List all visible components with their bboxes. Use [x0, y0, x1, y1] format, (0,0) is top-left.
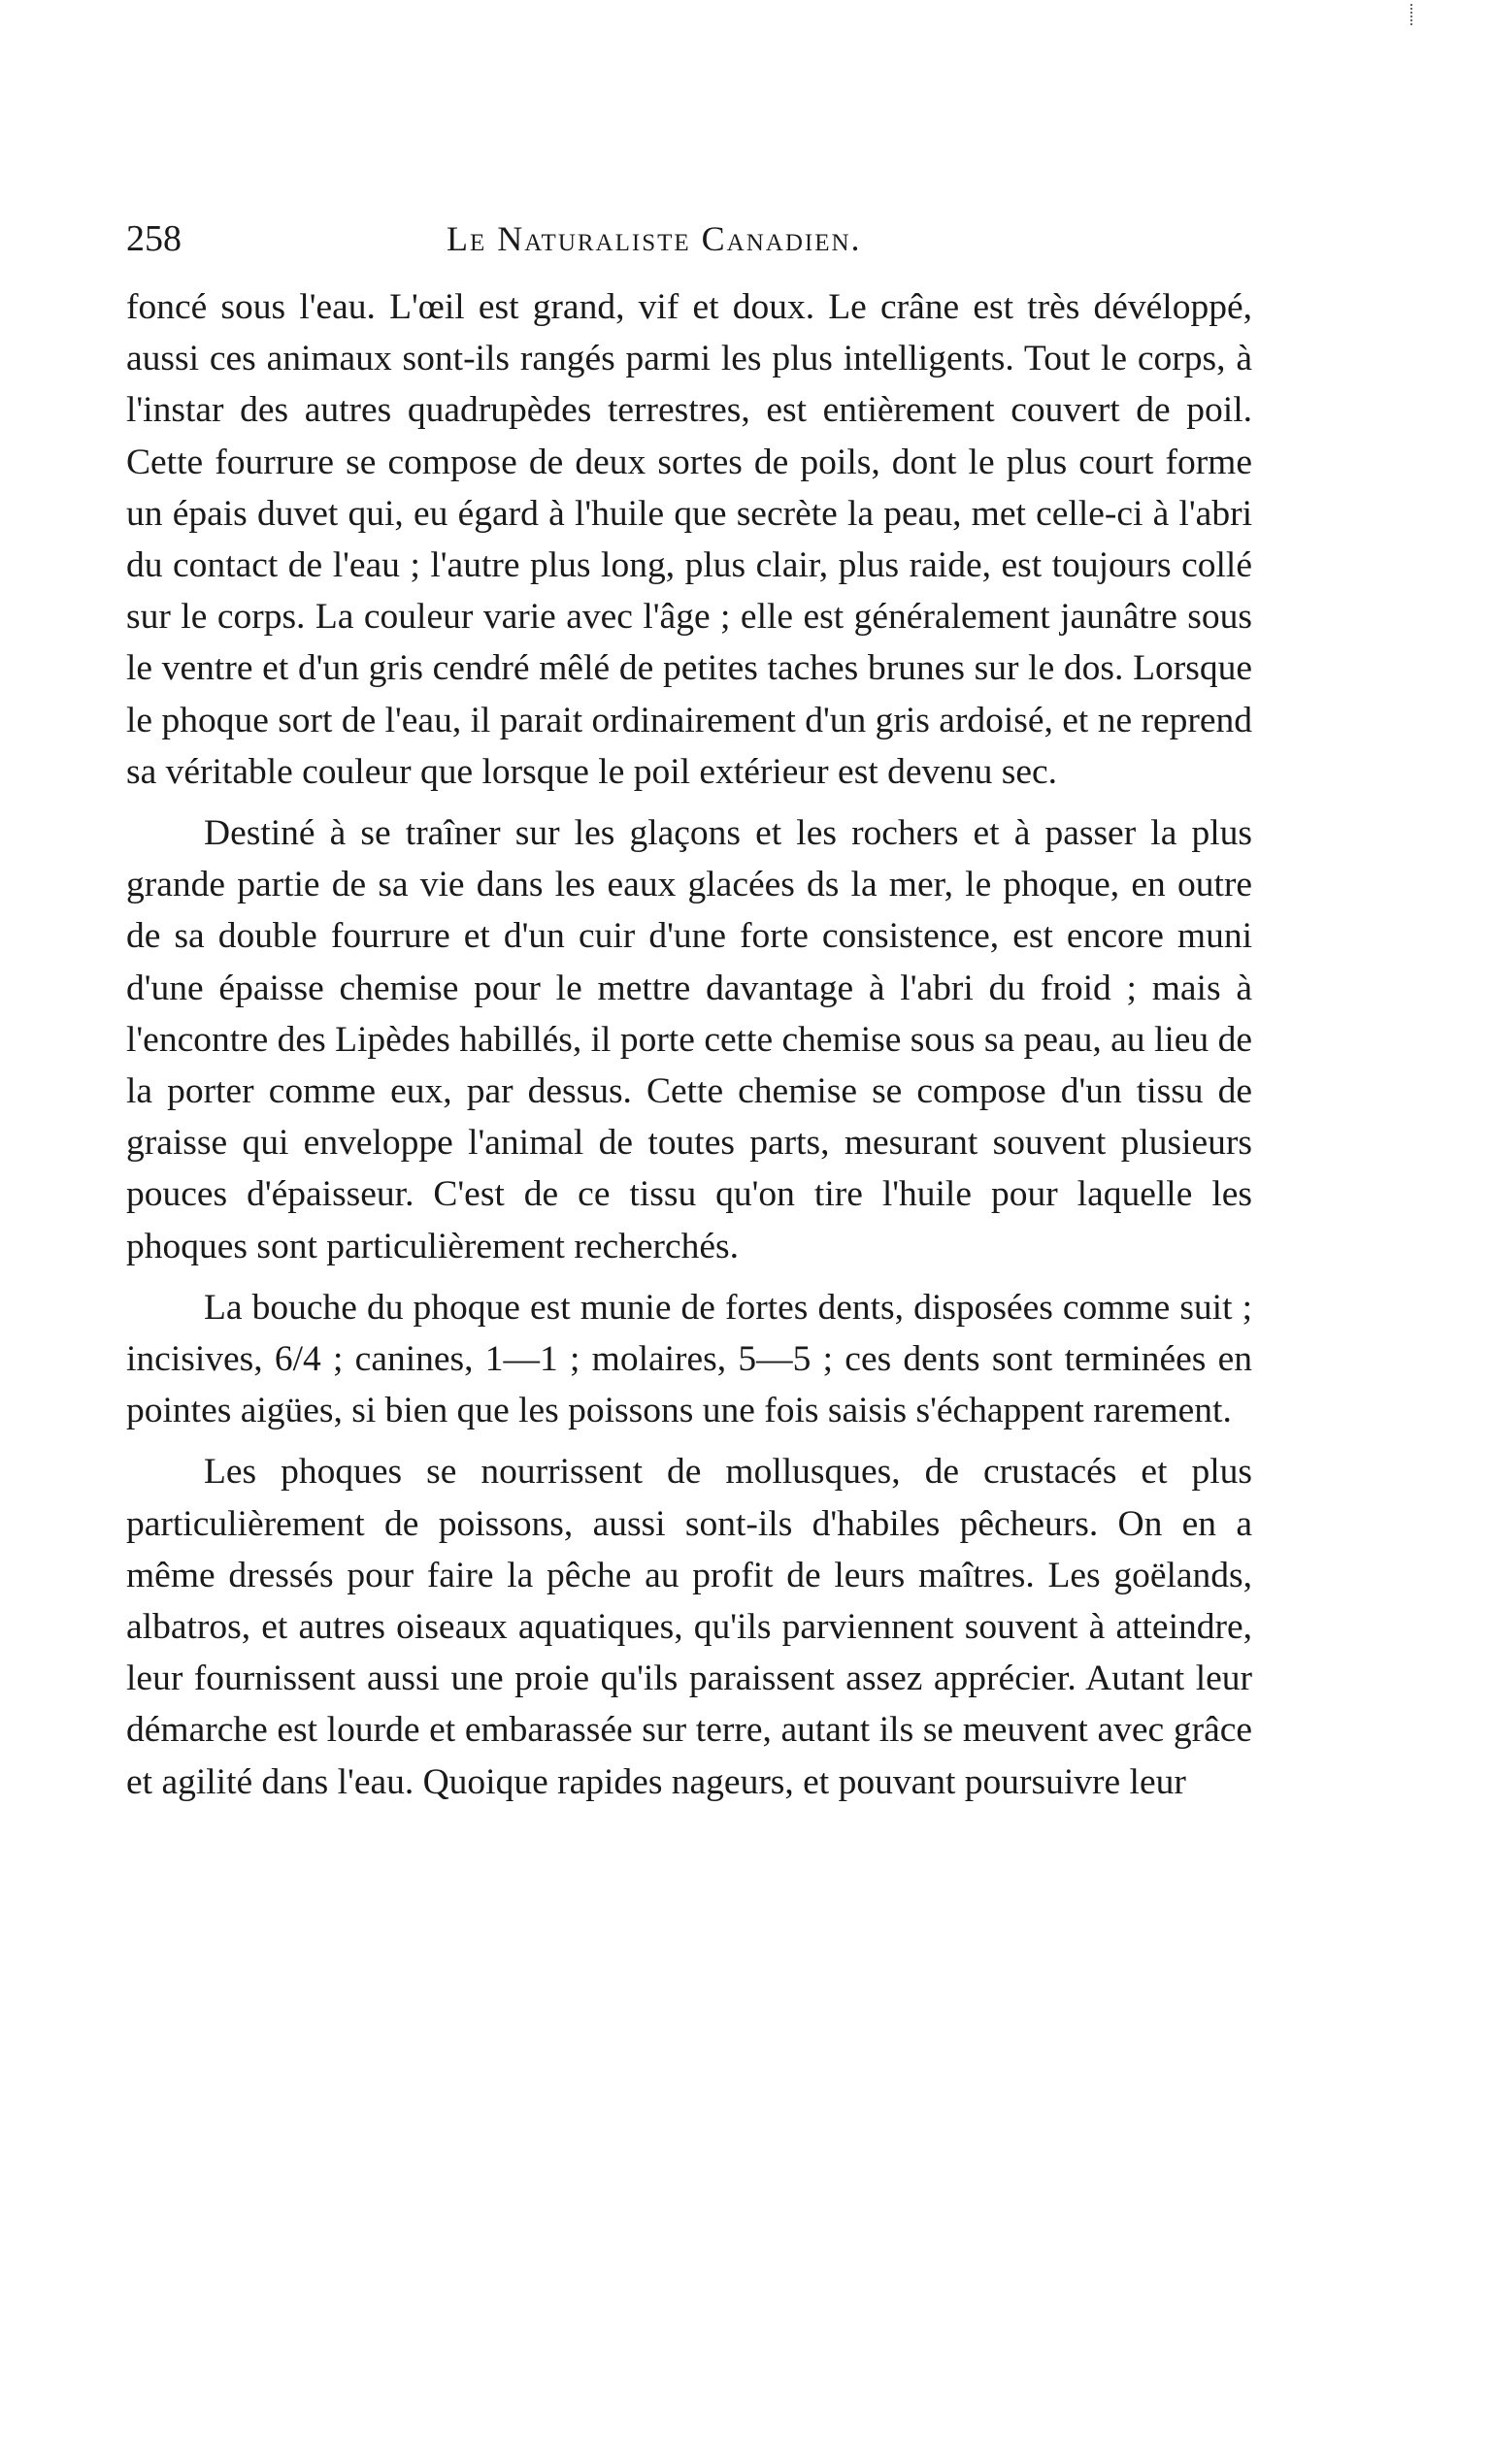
paragraph: La bouche du phoque est munie de fortes dents, disposées comme suit ; incisives, 6/4 ; canines, 1—1 ; molaires, 5—5 ; ces dents sont terminées en pointes aigües, si bien que les poissons une fois saisis s'échappent rarement. [126, 1287, 1252, 1431]
paragraph: Destiné à se traîner sur les glaçons et les rochers et à passer la plus grande partie de sa vie dans les eaux glacées ds la mer, le phoque, en outre de sa double fourrure et d'un cuir d'une forte consistence, est encore muni d'une épaisse chemise pour le mettre davantage à l'abri du froid ; mais à l'encontre des Lipèdes habillés, il porte cette chemise sous sa peau, au lieu de la porter comme eux, par dessus. Cette chemise se compose d'un tissu de graisse qui enveloppe l'animal de toutes parts, mesurant souvent plusieurs pouces d'épaisseur. C'est de ce tissu qu'on tire l'huile pour laquelle les phoques sont particulièrement recherchés. [126, 813, 1252, 1266]
body-text [126, 281, 1252, 1818]
page-number: 258 [126, 218, 182, 259]
page-header [126, 212, 1252, 266]
margin-mark [1410, 4, 1415, 25]
paragraph: Les phoques se nourrissent de mollusques, de crustacés et plus particulièrement de poissons, aussi sont-ils d'habiles pêcheurs. On en a même dressés pour faire la pêche au profit de leurs maîtres. Les goëlands, albatros, et autres oiseaux aquatiques, qu'ils parviennent souvent à atteindre, leur fournissent aussi une proie qu'ils paraissent assez apprécier. Autant leur démarche est lourde et embarassée sur terre, autant ils se meuvent avec grâce et agilité dans l'eau. Quoique rapides nageurs, et pouvant poursuivre leur [126, 1452, 1252, 1802]
running-title: Le Naturaliste Canadien. [447, 219, 862, 258]
paragraph: foncé sous l'eau. L'œil est grand, vif et doux. Le crâne est très dévéloppé, aussi ces animaux sont-ils rangés parmi les plus intelligents. Tout le corps, à l'instar des autres quadrupèdes terrestres, est entièrement couvert de poil. Cette fourrure se compose de deux sortes de poils, dont le plus court forme un épais duvet qui, eu égard à l'huile que secrète la peau, met celle-ci à l'abri du contact de l'eau ; l'autre plus long, plus clair, plus raide, est toujours collé sur le corps. La couleur varie avec l'âge ; elle est généralement jaunâtre sous le ventre et d'un gris cendré mêlé de petites taches brunes sur le dos. Lorsque le phoque sort de l'eau, il parait ordinairement d'un gris ardoisé, et ne reprend sa véritable couleur que lorsque le poil extérieur est devenu sec. [126, 287, 1252, 792]
book-page [126, 0, 1252, 2464]
